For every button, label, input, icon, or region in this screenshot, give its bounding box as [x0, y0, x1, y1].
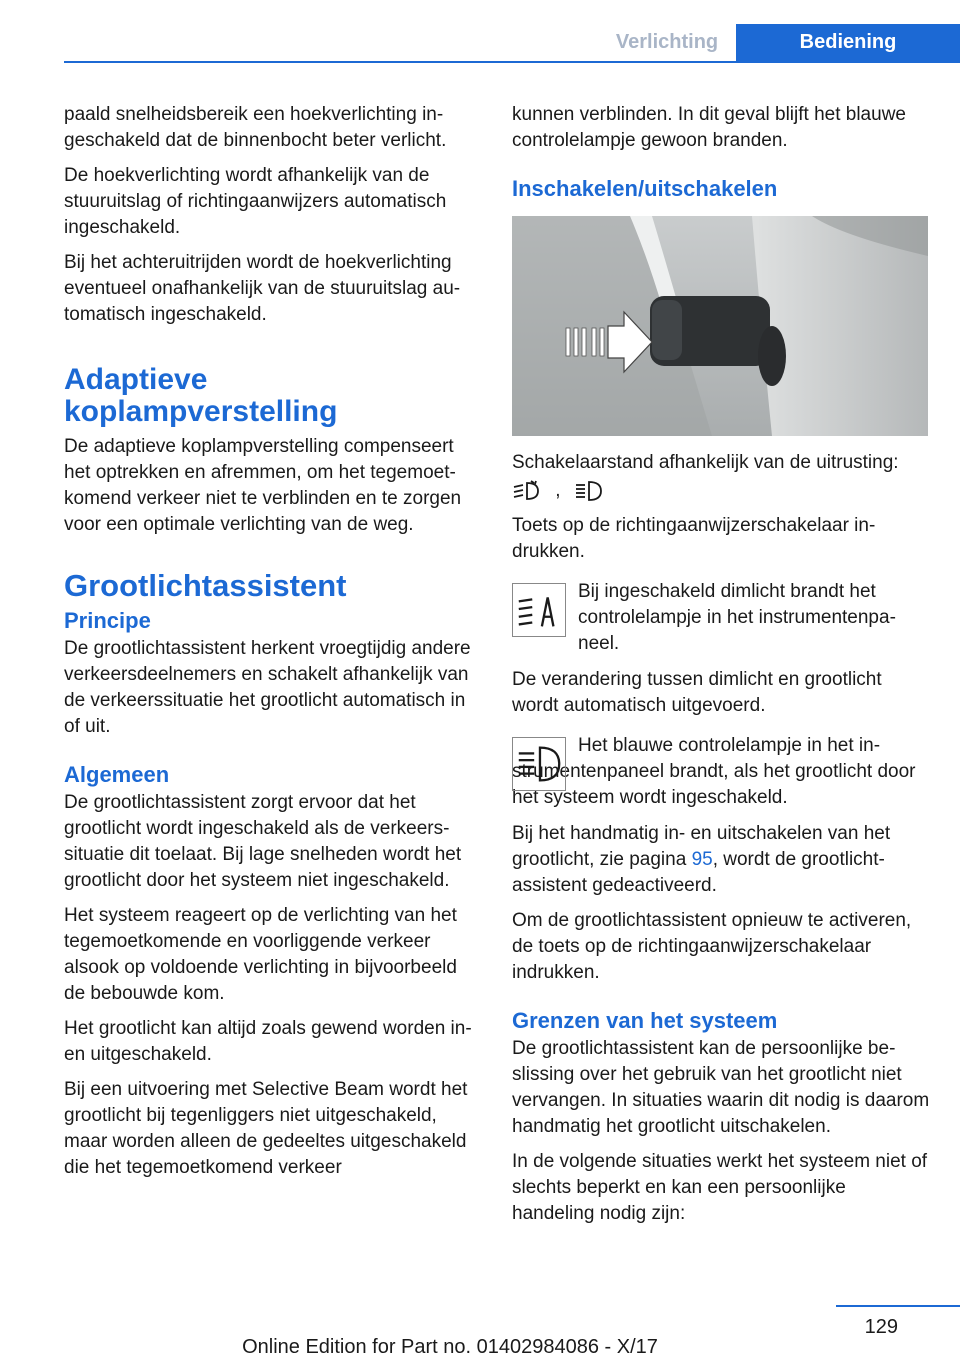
footer-rule: [836, 1305, 960, 1307]
paragraph: De verandering tussen dimlicht en grootlicht wordt automatisch uitgevoerd.: [512, 669, 882, 716]
paragraph: De grootlichtassistent zorgt ervoor dat het grootlicht wordt ingeschakeld als de verkeerssituatie dit toelaat. Bij lage snelheden wordt het grootlicht door het systeem niet ingeschakeld.: [64, 792, 462, 891]
paragraph: De grootlichtassistent herkent vroegtijdig andere verkeersdeelnemers en schakelt afhankelijk van de verkeerssituatie het grootlicht automatisch in of uit.: [64, 638, 471, 737]
header-tab-active[interactable]: Bediening: [736, 24, 960, 61]
paragraph: [512, 821, 930, 899]
paragraph: De adaptieve koplampverstelling compenseert het optrekken en afremmen, om het tegemoetkomend verkeer niet te verblinden en te zorgen voor een optimale verlichting van de weg.: [64, 436, 462, 535]
text-fragment: , wordt de grootlichtassistent gedeactiveerd.: [512, 849, 885, 896]
high-beam-assistant-indicator-icon: [512, 583, 566, 637]
symbol-separator: ,: [555, 480, 561, 501]
page-number: 129: [864, 1316, 898, 1338]
header-rule: [64, 61, 960, 63]
heading-high-beam-assistant: Grootlichtassistent: [64, 568, 347, 603]
paragraph: Om de grootlichtassistent opnieuw te activeren, de toets op de richtingaanwijzerschakelaar indrukken.: [512, 910, 912, 983]
page-link[interactable]: 95: [691, 849, 713, 870]
paragraph: kunnen verblinden. In dit geval blijft het blauwe controlelampje gewoon branden.: [512, 104, 906, 151]
heading-switch-on-off: Inschakelen/uitschakelen: [512, 176, 778, 201]
paragraph: paald snelheidsbereik een hoekverlichting ingeschakeld dat de binnenbocht beter verlicht.: [64, 104, 447, 151]
paragraph: De hoekverlichting wordt afhankelijk van de stuuruitslag of richtingaanwijzers automatisch ingeschakeld.: [64, 165, 447, 238]
edition-footer: Online Edition for Part no. 01402984086 - X/17: [242, 1336, 658, 1358]
heading-general: Algemeen: [64, 762, 170, 787]
paragraph: Bij het achteruitrijden wordt de hoekverlichting eventueel onafhankelijk van de stuuruitslag automatisch ingeschakeld.: [64, 252, 461, 325]
indicator-description: Het blauwe controlelampje in het instrumentenpaneel brandt, als het grootlicht door het systeem wordt ingeschakeld.: [512, 735, 916, 808]
paragraph: Het systeem reageert op de verlichting van het tegemoetkomende en voorliggende verkeer alsook op voldoende verlichting in bijvoorbeeld de bebouwde kom.: [64, 905, 457, 1004]
high-beam-indicator-icon: [512, 737, 566, 791]
paragraph: Schakelaarstand afhankelijk van de uitrusting:: [512, 452, 899, 473]
paragraph: Toets op de richtingaanwijzerschakelaar indrukken.: [512, 515, 876, 562]
header-tab-section[interactable]: Verlichting: [615, 31, 719, 53]
right-column: [512, 102, 930, 1236]
high-beam-symbol-icon: [574, 479, 604, 503]
indicator-high-beam-assistant: [512, 579, 930, 657]
indicator-description: Bij ingeschakeld dimlicht brandt het controlelampje in het instrumentenpaneel.: [578, 581, 896, 654]
turn-signal-lever-photo: [512, 216, 928, 436]
paragraph: Bij een uitvoering met Selective Beam wordt het grootlicht bij tegenliggers niet uitgeschakeld, maar worden alleen de gedeeltes uitgeschakeld die het tegemoetkomend verkeer: [64, 1079, 468, 1178]
indicator-high-beam: [512, 733, 930, 811]
paragraph: Het grootlicht kan altijd zoals gewend worden in- en uitgeschakeld.: [64, 1018, 472, 1065]
text-fragment: Bij het handmatig in- en uitschakelen van het grootlicht, zie pagina: [512, 823, 891, 870]
paragraph: In de volgende situaties werkt het systeem niet of slechts beperkt en kan een persoonlijke handeling nodig zijn:: [512, 1151, 928, 1224]
heading-principle: Principe: [64, 608, 151, 633]
left-column: [64, 102, 480, 1190]
heading-adaptive-headlight: Adaptieve koplampverstelling: [64, 363, 338, 428]
paragraph: De grootlichtassistent kan de persoonlijke beslissing over het gebruik van het grootlicht niet vervangen. In situaties waarin dit nodig is daarom handmatig het grootlicht uitschakelen.: [512, 1038, 930, 1137]
high-beam-assistant-symbol-icon: [512, 479, 542, 503]
heading-system-limits: Grenzen van het systeem: [512, 1008, 778, 1033]
